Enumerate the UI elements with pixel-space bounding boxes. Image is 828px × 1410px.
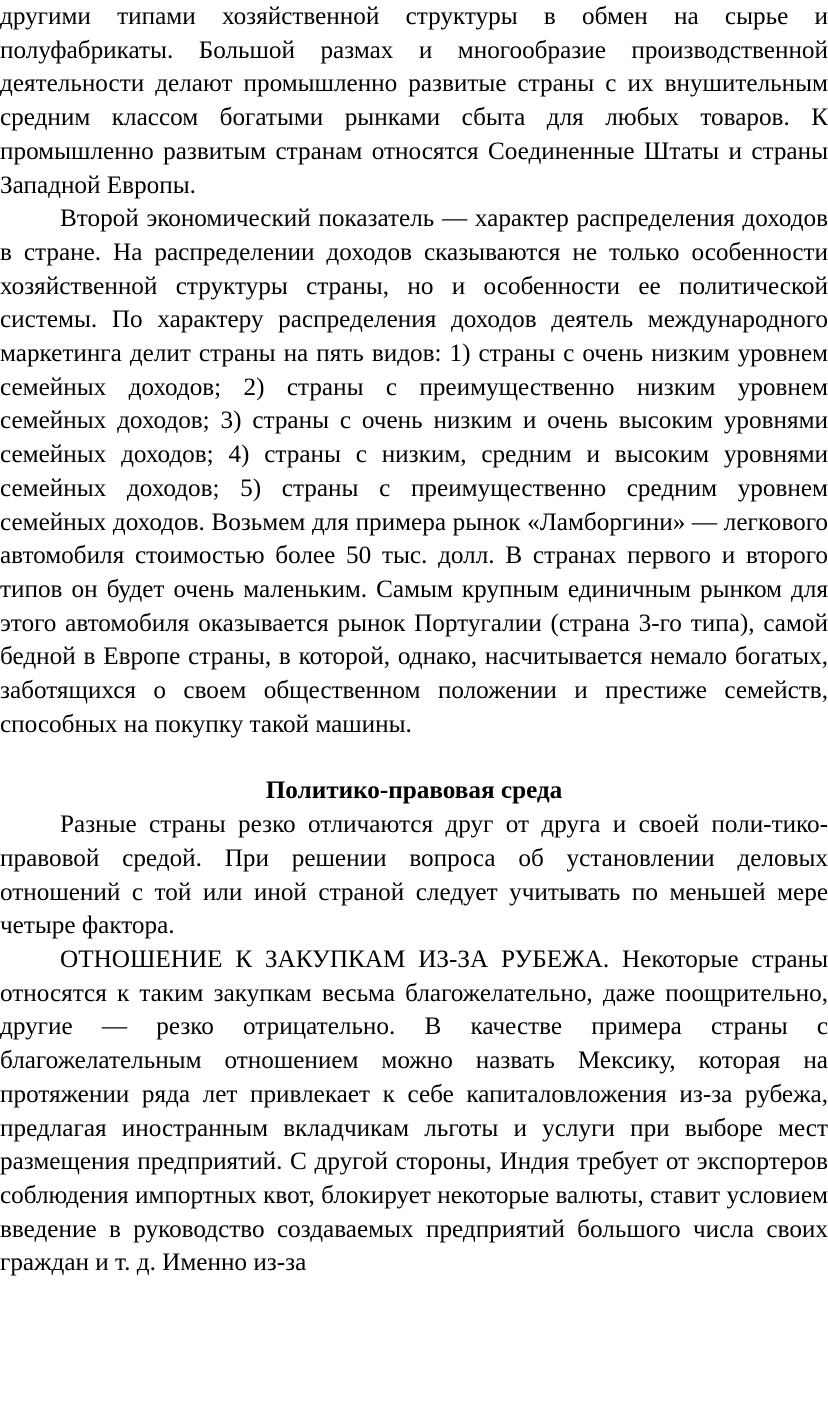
paragraph-foreign-purchases: ОТНОШЕНИЕ К ЗАКУПКАМ ИЗ-ЗА РУБЕЖА. Некоторые страны относятся к таким закупкам весьма благожелательно, даже поощрительно, другие — резко отрицательно. В качестве примера страны с благожелательным отношением можно назвать Мексику, которая на протяжении ряда лет привлекает к себе капиталовложения из-за рубежа, предлагая иностранным вкладчикам льготы и услуги при выборе мест размещения предприятий. С другой стороны, Индия требует от экспортеров соблюдения импортных квот, блокирует некоторые валюты, ставит условием введение в руководство создаваемых предприятий большого числа своих граждан и т. д. Именно из-за — [0, 945, 828, 1277]
section-spacer — [0, 741, 828, 774]
paragraph-income-distribution: Второй экономический показатель — характер распределения доходов в стране. На распределении доходов сказываются не только особенности хозяйственной структуры страны, но и особенности ее политической системы. По характеру распределения доходов деятель международного маркетинга делит страны на пять видов: 1) страны с очень низким уровнем семейных доходов; 2) страны с преимущественно низким уровнем семейных доходов; 3) страны с очень низким и очень высоким уровнями семейных доходов; 4) страны с низким, средним и высоким уровнями семейных доходов; 5) страны с преимущественно средним уровнем семейных доходов. Возьмем для примера рынок «Ламборгини» — легкового автомобиля стоимостью более 50 тыс. долл. В странах первого и второго типов он будет очень маленьким. Самым крупным единичным рынком для этого автомобиля оказывается рынок Португалии (страна 3-го типа), самой бедной в Европе страны, в которой, однако, насчитывается немало богатых, заботящихся о своем общественном положении и престиже семейств, способных на покупку такой машины. — [0, 205, 828, 738]
paragraph-continuation: другими типами хозяйственной структуры в обмен на сырье и полуфабрикаты. Большой размах и многообразие производственной деятельности делают промышленно развитые страны с их внушительным средним классом богатыми рынками сбыта для любых товаров. К промышленно развитым странам относятся Соединенные Штаты и страны Западной Европы. — [0, 3, 828, 199]
paragraph-political-intro: Разные страны резко отличаются друг от друга и своей поли-тико-правовой средой. При решении вопроса об установлении деловых отношений с той или иной страной следует учитывать по меньшей мере четыре фактора. — [0, 811, 828, 940]
section-heading: Политико-правовая среда — [265, 777, 563, 805]
